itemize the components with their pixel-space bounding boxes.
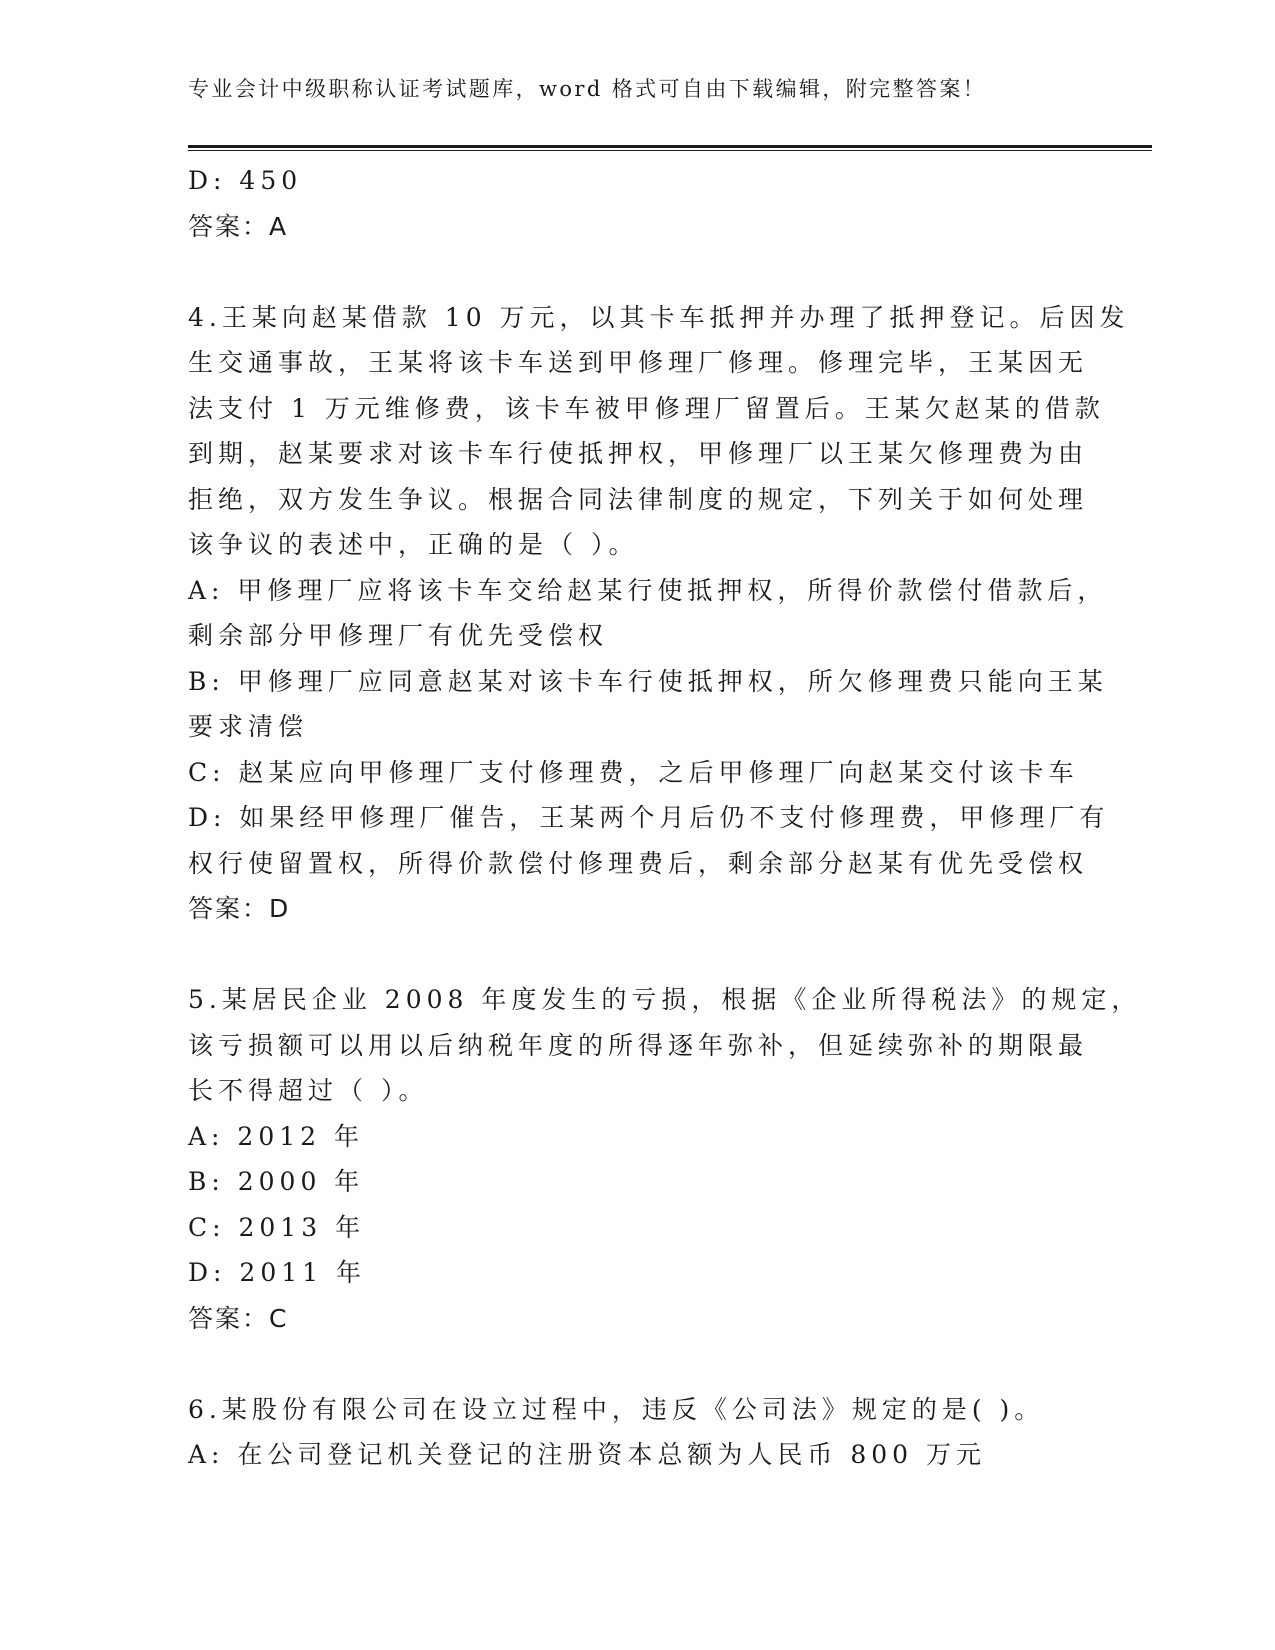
- q4-option-d-line-1: D: 如果经甲修理厂催告，王某两个月后仍不支付修理费，甲修理厂有: [188, 803, 1110, 832]
- question-4: [188, 295, 1130, 932]
- header-rule-thick: [188, 145, 1152, 148]
- q4-option-a-line-2: 剩余部分甲修理厂有优先受偿权: [188, 621, 609, 650]
- q5-option-d: D: 2011 年: [188, 1258, 366, 1287]
- q4-option-d-line-2: 权行使留置权，所得价款偿付修理费后，剩余部分赵某有优先受偿权: [188, 848, 1089, 878]
- spacer: [188, 249, 1088, 295]
- q4-option-b-line-1: B: 甲修理厂应同意赵某对该卡车行使抵押权，所欠修理费只能向王某: [188, 666, 1108, 696]
- q4-option-b-line-2: 要求清偿: [188, 712, 309, 741]
- q4-stem-line-2: 生交通事故，王某将该卡车送到甲修理厂修理。修理完毕，王某因无: [188, 348, 1089, 377]
- q4-answer: 答案：D: [188, 894, 291, 923]
- q5-answer: 答案：C: [188, 1303, 289, 1333]
- document-body: [188, 158, 1142, 1478]
- q5-option-b: B: 2000 年: [188, 1167, 365, 1196]
- q4-stem-line-5: 拒绝，双方发生争议。根据合同法律制度的规定，下列关于如何处理: [188, 484, 1089, 514]
- prev-answer: 答案：A: [188, 211, 289, 241]
- q4-option-c: C: 赵某应向甲修理厂支付修理费，之后甲修理厂向赵某交付该卡车: [188, 757, 1079, 787]
- q5-stem-line-2: 该亏损额可以用以后纳税年度的所得逐年弥补，但延续弥补的期限最: [188, 1030, 1089, 1060]
- question-5: [188, 977, 1142, 1341]
- spacer: [188, 1341, 1088, 1387]
- q4-option-a-line-1: A: 甲修理厂应将该卡车交给赵某行使抵押权，所得价款偿付借款后，: [188, 575, 1108, 605]
- q4-stem-line-4: 到期，赵某要求对该卡车行使抵押权，甲修理厂以王某欠修理费为由: [188, 439, 1089, 468]
- q5-option-c: C: 2013 年: [188, 1212, 366, 1242]
- q4-stem-line-1: 4.王某向赵某借款 10 万元，以其卡车抵押并办理了抵押登记。后因发: [188, 302, 1130, 332]
- prev-option-d: D: 450: [188, 166, 303, 195]
- question-6: [188, 1387, 1088, 1478]
- q6-option-a: A: 在公司登记机关登记的注册资本总额为人民币 800 万元: [188, 1440, 987, 1469]
- q6-stem-line-1: 6.某股份有限公司在设立过程中，违反《公司法》规定的是( )。: [188, 1394, 1045, 1424]
- q5-stem-line-1: 5.某居民企业 2008 年度发生的亏损，根据《企业所得税法》的规定，: [188, 985, 1142, 1014]
- header-rule-thin: [188, 150, 1152, 151]
- spacer: [188, 932, 1088, 978]
- q4-stem-line-6: 该争议的表述中，正确的是（ ）。: [188, 530, 639, 559]
- page-header: 专业会计中级职称认证考试题库，word 格式可自由下载编辑，附完整答案！: [188, 77, 987, 101]
- q5-stem-line-3: 长不得超过（ ）。: [188, 1076, 429, 1105]
- q4-stem-line-3: 法支付 1 万元维修费，该卡车被甲修理厂留置后。王某欠赵某的借款: [188, 393, 1105, 423]
- q5-option-a: A: 2012 年: [188, 1121, 364, 1151]
